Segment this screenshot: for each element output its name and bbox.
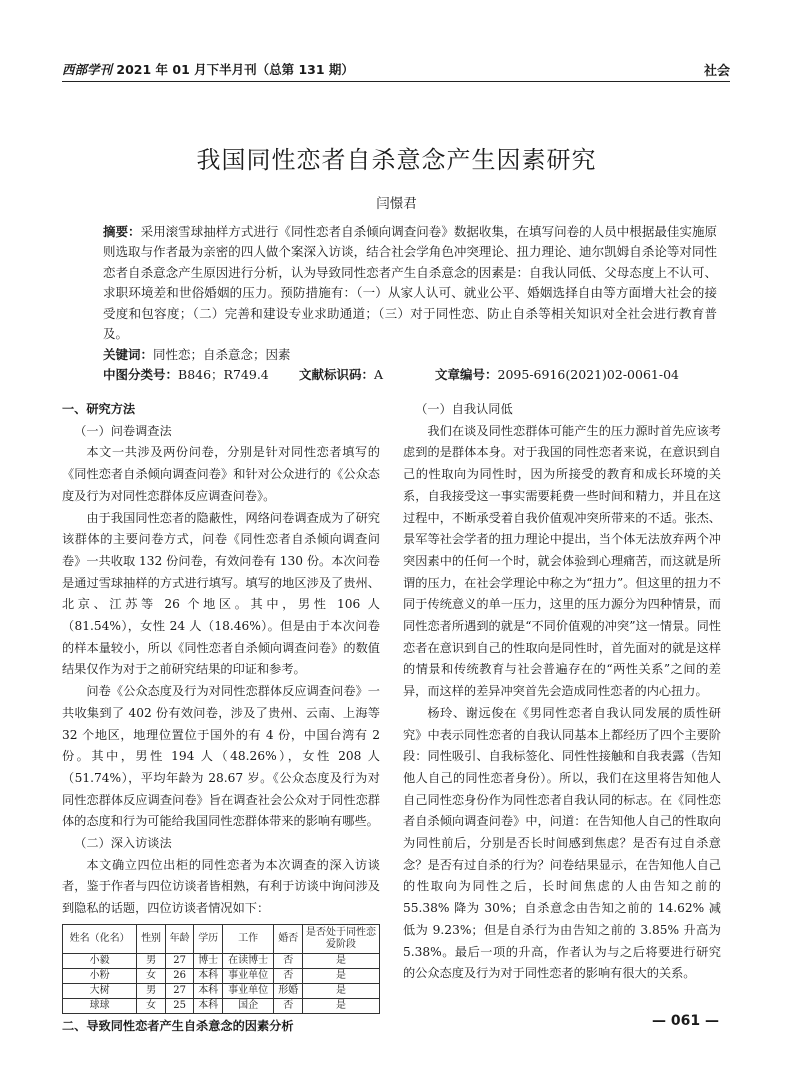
- subsection-heading: （二）深入访谈法: [74, 836, 172, 851]
- journal-issue-line: [62, 60, 354, 78]
- page-header: [62, 58, 730, 80]
- table-cell: 否: [274, 998, 303, 1013]
- right-column: [403, 399, 721, 985]
- article-id-label: 文章编号：: [435, 367, 498, 382]
- article-author: 闫憬君: [376, 196, 417, 212]
- doc-code-value: A: [374, 367, 384, 382]
- section-heading: 二、导致同性恋者产生自杀意念的因素分析: [62, 1018, 294, 1033]
- table-cell: 26: [165, 968, 194, 983]
- table-header-cell: 工作: [222, 924, 273, 953]
- issue-label: 2021 年 01 月下半月刊（总第 131 期）: [116, 62, 354, 77]
- header-rule: [62, 81, 730, 82]
- classification-line: [103, 365, 703, 385]
- table-cell: 事业单位: [222, 968, 273, 983]
- table-cell: 27: [165, 953, 194, 968]
- table-cell: 是: [303, 968, 380, 983]
- table-cell: 27: [165, 983, 194, 998]
- table-cell: 25: [165, 998, 194, 1013]
- table-row: [63, 998, 380, 1013]
- table-header-cell: 年龄: [165, 924, 194, 953]
- table-header-cell: 姓名（化名）: [63, 924, 137, 953]
- table-cell: 是: [303, 953, 380, 968]
- paragraph: 本文一共涉及两份问卷，分别是针对同性恋者填写的《同性恋者自杀倾向调查问卷》和针对公众进行的《公众态度及行为对同性恋群体反应调查问卷》。: [62, 445, 380, 503]
- paragraph: 杨玲、谢远俊在《男同性恋者自我认同发展的质性研究》中表示同性恋者的自我认同基本上都经历了四个主要阶段：同性吸引、自我标签化、同性性接触和自我表露（告知他人自己的同性恋者身份）。所以，我们在这里将告知他人自己同性恋身份作为同性恋者自我认同的标志。在《同性恋者自杀倾向调查问卷》中，问道：在告知他人自己的性取向为同性前后，分别是否长时间感到焦虑？是否有过自杀意念？是否有过自杀的行为？问卷结果显示，在告知他人自己的性取向为同性之后，长时间焦虑的人由告知之前的 55.38% 降为 30%；自杀意念由告知之前的 14.62% 减低为 9.23%；但是自杀行为由告知之前的 3.85% 升高为 5.38%。最后一项的升高，作者认为与之后将要进行研究的公众态度及行为对于同性恋者的影响有很大的关系。: [403, 705, 721, 981]
- article-title: 我国同性恋者自杀意念产生因素研究: [196, 146, 597, 174]
- table-cell: 小粉: [63, 968, 137, 983]
- table-header-cell: 婚否: [274, 924, 303, 953]
- table-cell: 博士: [194, 953, 223, 968]
- table-cell: 小毅: [63, 953, 137, 968]
- subsection-heading: （一）问卷调查法: [74, 423, 172, 438]
- table-cell: 球球: [63, 998, 137, 1013]
- keywords-text: 同性恋；自杀意念；因素: [153, 347, 291, 362]
- table-row: [63, 968, 380, 983]
- abstract-text: 采用滚雪球抽样方式进行《同性恋者自杀倾向调查问卷》数据收集，在填写问卷的人员中根据最佳实施原则选取与作者最为亲密的四人做个案深入访谈，结合社会学角色冲突理论、扭力理论、迪尔凯姆自杀论等对同性恋者自杀意念产生原因进行分析，认为导致同性恋者产生自杀意念的因素是：自我认同低、父母态度上不认可、求职环境差和世俗婚姻的压力。预防措施有：（一）从家人认可、就业公平、婚姻选择自由等方面增大社会的接受度和包容度；（二）完善和建设专业求助通道；（三）对于同性恋、防止自杀等相关知识对全社会进行教育普及。: [103, 224, 717, 342]
- table-cell: 国企: [222, 998, 273, 1013]
- section-heading: 一、研究方法: [62, 402, 136, 416]
- table-cell: 男: [137, 953, 166, 968]
- paragraph: 由于我国同性恋者的隐蔽性，网络问卷调查成为了研究该群体的主要问卷方式，问卷《同性恋者自杀倾向调查问卷》一共收取 132 份问卷，有效问卷有 130 份。本次问卷是通过雪球抽样的方式进行填写。填写的地区涉及了贵州、北京、江苏等 26 个地区。其中，男性 106 人（81.54%），女性 24 人（18.46%）。但是由于本次问卷的样本量较小，所以《同性恋者自杀倾向调查问卷》的数值结果仅作为对于之前研究结果的印证和参考。: [62, 510, 380, 677]
- article-id-field: [435, 365, 679, 385]
- table-cell: 女: [137, 998, 166, 1013]
- abstract: [103, 222, 717, 344]
- left-column: [62, 399, 380, 1038]
- table-cell: 形婚: [274, 983, 303, 998]
- keywords-label: 关键词：: [103, 347, 154, 362]
- table-cell: 在读博士: [222, 953, 273, 968]
- paragraph: 本文确立四位出柜的同性恋者为本次调查的深入访谈者，鉴于作者与四位访谈者皆相熟，有利于访谈中询问涉及到隐私的话题，四位访谈者情况如下：: [62, 857, 380, 916]
- paragraph: 我们在谈及同性恋群体可能产生的压力源时首先应该考虑到的是群体本身。对于我国的同性恋者来说，在意识到自己的性取向为同性时，因为所接受的教育和成长环境的关系，自我接受这一事实需要耗费一些时间和精力，并且在这过程中，不断承受着自我价值观冲突所带来的不适。张杰、景军等社会学者的扭力理论中提出，当个体无法放弃两个冲突因素中的任何一个时，就会体验到心理痛苦，而这就是所谓的压力，在社会学理论中称之为“扭力”。但这里的扭力不同于传统意义的单一压力，这里的压力源分为四种情景，而同性恋者所遇到的就是“不同价值观的冲突”这一情景。同性恋者在意识到自己的性取向是同性时，首先面对的就是这样的情景和传统教育与社会普遍存在的“两性关系”之间的差异，而这样的差异冲突首先会造成同性恋者的内心扭力。: [403, 423, 721, 699]
- table-cell: 女: [137, 968, 166, 983]
- journal-logo: 西部学刊: [62, 62, 113, 77]
- keywords: [103, 345, 291, 365]
- table-cell: 大树: [63, 983, 137, 998]
- table-cell: 是: [303, 983, 380, 998]
- table-header-cell: 是否处于同性恋爱阶段: [303, 924, 380, 953]
- section-label: 社会: [703, 64, 730, 79]
- doc-code-label: 文献标识码：: [299, 367, 375, 382]
- article-id-value: 2095-6916(2021)02-0061-04: [497, 367, 679, 382]
- table-cell: 否: [274, 953, 303, 968]
- clc-value: B846；R749.4: [178, 367, 269, 382]
- table-cell: 本科: [194, 998, 223, 1013]
- table-cell: 男: [137, 983, 166, 998]
- table-cell: 本科: [194, 983, 223, 998]
- abstract-label: 摘要：: [103, 224, 141, 239]
- table-header-row: [63, 924, 380, 953]
- table-cell: 事业单位: [222, 983, 273, 998]
- subsection-heading: （一）自我认同低: [415, 402, 513, 416]
- paragraph: 问卷《公众态度及行为对同性恋群体反应调查问卷》一共收集到了 402 份有效问卷，涉及了贵州、云南、上海等 32 个地区，地理位置位于国外的有 4 份，中国台湾有 2 份。其中，男性 194 人（48.26%），女性 208 人（51.74%），平均年龄为 28.67 岁。《公众态度及行为对同性恋群体反应调查问卷》旨在调查社会公众对于同性恋群体的态度和行为可能给我国同性恋群体带来的影响有哪些。: [62, 684, 380, 829]
- table-row: [63, 983, 380, 998]
- table-row: [63, 953, 380, 968]
- table-cell: 本科: [194, 968, 223, 983]
- clc-field: [103, 365, 269, 385]
- table-header-cell: 学历: [194, 924, 223, 953]
- table-header-cell: 性别: [137, 924, 166, 953]
- clc-label: 中图分类号：: [103, 367, 179, 382]
- interviewee-table: [62, 924, 380, 1014]
- doc-code-field: [299, 365, 383, 385]
- page-number: — 061 —: [652, 1013, 719, 1029]
- table-cell: 是: [303, 998, 380, 1013]
- table-cell: 否: [274, 968, 303, 983]
